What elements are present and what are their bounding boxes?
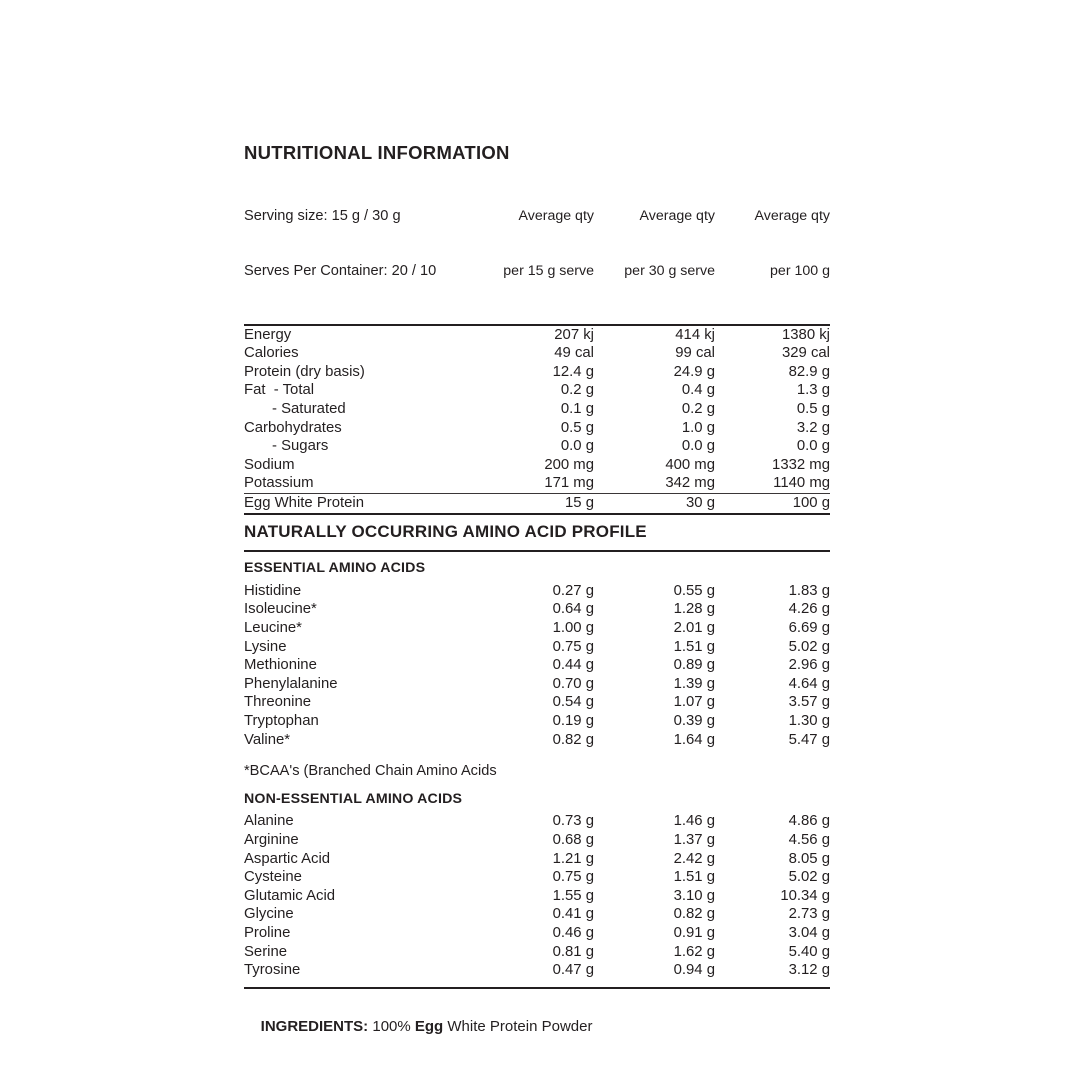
table-row bbox=[244, 456, 830, 475]
ingredients-bold-word: Egg bbox=[414, 1017, 444, 1035]
column-headers bbox=[474, 170, 830, 317]
essential-amino-acids-table bbox=[244, 582, 830, 749]
row-value-15g: 1.55 g bbox=[552, 887, 594, 904]
row-value-30g: 99 cal bbox=[675, 345, 715, 362]
row-value-30g: 1.07 g bbox=[673, 694, 715, 711]
row-value-30g: 1.62 g bbox=[673, 943, 715, 960]
serving-details bbox=[244, 170, 436, 317]
row-value-100g: 0.0 g bbox=[796, 438, 830, 455]
row-value-15g: 0.81 g bbox=[552, 943, 594, 960]
row-label: Glycine bbox=[244, 906, 294, 923]
row-value-15g: 1.21 g bbox=[552, 850, 594, 867]
non-essential-amino-acids-body bbox=[244, 812, 830, 979]
row-value-100g: 4.86 g bbox=[788, 813, 830, 830]
protein-row-value-15g: 15 g bbox=[565, 494, 594, 511]
table-row bbox=[244, 731, 830, 750]
row-value-15g: 0.1 g bbox=[560, 400, 594, 417]
row-value-30g: 0.55 g bbox=[673, 582, 715, 599]
row-value-100g: 5.47 g bbox=[788, 731, 830, 748]
row-value-15g: 0.47 g bbox=[552, 962, 594, 979]
table-row bbox=[244, 474, 830, 493]
column-header-15g-line1: Average qty bbox=[518, 208, 594, 225]
row-value-30g: 0.82 g bbox=[673, 906, 715, 923]
row-value-100g: 5.02 g bbox=[788, 638, 830, 655]
ingredients-line bbox=[244, 989, 830, 1055]
table-row bbox=[244, 812, 830, 831]
row-label: Calories bbox=[244, 345, 299, 362]
row-label: Arginine bbox=[244, 831, 299, 848]
row-value-30g: 0.0 g bbox=[681, 438, 715, 455]
row-value-15g: 49 cal bbox=[554, 345, 594, 362]
serving-header bbox=[244, 170, 830, 323]
row-value-30g: 414 kj bbox=[675, 326, 715, 343]
row-value-15g: 0.75 g bbox=[552, 638, 594, 655]
row-value-30g: 342 mg bbox=[665, 475, 715, 492]
row-value-30g: 400 mg bbox=[665, 456, 715, 473]
non-essential-amino-acids-title: NON-ESSENTIAL AMINO ACIDS bbox=[244, 790, 463, 807]
table-row bbox=[244, 712, 830, 731]
row-value-15g: 0.27 g bbox=[552, 582, 594, 599]
row-value-30g: 0.91 g bbox=[673, 924, 715, 941]
nutrition-table bbox=[244, 326, 830, 493]
row-value-100g: 1140 mg bbox=[773, 475, 830, 492]
row-label: Fat - Total bbox=[244, 382, 315, 399]
row-label: Phenylalanine bbox=[244, 675, 338, 692]
row-value-30g: 1.46 g bbox=[673, 813, 715, 830]
row-value-30g: 1.28 g bbox=[673, 601, 715, 618]
page-title: NUTRITIONAL INFORMATION bbox=[244, 142, 510, 163]
row-value-100g: 8.05 g bbox=[788, 850, 830, 867]
row-value-30g: 0.89 g bbox=[673, 657, 715, 674]
row-value-100g: 5.40 g bbox=[788, 943, 830, 960]
row-value-30g: 0.39 g bbox=[673, 712, 715, 729]
table-row bbox=[244, 943, 830, 962]
row-value-100g: 3.12 g bbox=[788, 962, 830, 979]
row-label: Threonine bbox=[244, 694, 312, 711]
table-row bbox=[244, 961, 830, 980]
row-value-30g: 1.37 g bbox=[673, 831, 715, 848]
table-row bbox=[244, 675, 830, 694]
row-value-30g: 2.42 g bbox=[673, 850, 715, 867]
table-row bbox=[244, 619, 830, 638]
column-header-15g-line2: per 15 g serve bbox=[503, 263, 594, 280]
table-row bbox=[244, 693, 830, 712]
table-row bbox=[244, 887, 830, 906]
row-value-15g: 200 mg bbox=[544, 456, 594, 473]
row-value-100g: 82.9 g bbox=[788, 363, 830, 380]
amino-acid-section-title: NATURALLY OCCURRING AMINO ACID PROFILE bbox=[244, 521, 647, 541]
row-label: Potassium bbox=[244, 475, 314, 492]
essential-amino-acids-body bbox=[244, 582, 830, 749]
table-row bbox=[244, 344, 830, 363]
row-label: - Sugars bbox=[272, 438, 329, 455]
row-value-100g: 1.3 g bbox=[796, 382, 830, 399]
row-value-100g: 6.69 g bbox=[788, 620, 830, 637]
table-row bbox=[244, 656, 830, 675]
row-value-100g: 0.5 g bbox=[796, 400, 830, 417]
row-value-15g: 0.19 g bbox=[552, 712, 594, 729]
row-value-100g: 5.02 g bbox=[788, 869, 830, 886]
row-label: Carbohydrates bbox=[244, 419, 342, 436]
row-value-15g: 0.82 g bbox=[552, 731, 594, 748]
ingredients-label: INGREDIENTS: bbox=[260, 1017, 369, 1035]
row-value-15g: 0.73 g bbox=[552, 813, 594, 830]
row-value-30g: 1.39 g bbox=[673, 675, 715, 692]
row-label: Histidine bbox=[244, 582, 302, 599]
table-row bbox=[244, 638, 830, 657]
row-value-30g: 24.9 g bbox=[673, 363, 715, 380]
row-value-15g: 0.68 g bbox=[552, 831, 594, 848]
row-value-15g: 0.41 g bbox=[552, 906, 594, 923]
nutrition-panel bbox=[244, 143, 830, 1055]
row-value-15g: 0.75 g bbox=[552, 869, 594, 886]
serves-per-container: Serves Per Container: 20 / 10 bbox=[244, 263, 437, 280]
column-header-100g bbox=[715, 170, 830, 317]
row-label: Lysine bbox=[244, 638, 287, 655]
row-value-100g: 3.57 g bbox=[788, 694, 830, 711]
row-value-15g: 0.5 g bbox=[560, 419, 594, 436]
protein-summary-table bbox=[244, 494, 830, 513]
row-value-30g: 1.51 g bbox=[673, 869, 715, 886]
row-value-100g: 1380 kj bbox=[781, 326, 830, 343]
row-value-15g: 0.0 g bbox=[560, 438, 594, 455]
row-value-30g: 3.10 g bbox=[673, 887, 715, 904]
essential-amino-acids-title: ESSENTIAL AMINO ACIDS bbox=[244, 560, 426, 577]
row-label: Leucine* bbox=[244, 620, 302, 637]
column-header-15g bbox=[474, 170, 594, 317]
row-label: Methionine bbox=[244, 657, 317, 674]
row-value-100g: 2.96 g bbox=[788, 657, 830, 674]
row-label: Tyrosine bbox=[244, 962, 301, 979]
column-header-30g-line1: Average qty bbox=[639, 208, 715, 225]
column-header-100g-line1: Average qty bbox=[754, 208, 830, 225]
nutrition-table-body bbox=[244, 326, 830, 493]
row-label: Valine* bbox=[244, 731, 291, 748]
column-header-100g-line2: per 100 g bbox=[770, 263, 830, 280]
row-value-30g: 1.51 g bbox=[673, 638, 715, 655]
row-label: Isoleucine* bbox=[244, 601, 317, 618]
row-label: Energy bbox=[244, 326, 292, 343]
table-row bbox=[244, 363, 830, 382]
ingredients-prefix: 100% bbox=[368, 1017, 415, 1035]
row-value-100g: 1.30 g bbox=[788, 712, 830, 729]
row-label: Sodium bbox=[244, 456, 295, 473]
row-value-100g: 2.73 g bbox=[788, 906, 830, 923]
table-row bbox=[244, 381, 830, 400]
row-value-15g: 12.4 g bbox=[552, 363, 594, 380]
row-label: Cysteine bbox=[244, 869, 302, 886]
table-row bbox=[244, 582, 830, 601]
row-value-30g: 1.0 g bbox=[681, 419, 715, 436]
row-value-100g: 4.26 g bbox=[788, 601, 830, 618]
row-label: Protein (dry basis) bbox=[244, 363, 365, 380]
row-value-100g: 329 cal bbox=[781, 345, 830, 362]
row-label: Tryptophan bbox=[244, 712, 319, 729]
table-row bbox=[244, 419, 830, 438]
table-row bbox=[244, 400, 830, 419]
row-value-15g: 0.64 g bbox=[552, 601, 594, 618]
row-value-15g: 1.00 g bbox=[552, 620, 594, 637]
table-row bbox=[244, 850, 830, 869]
row-value-100g: 4.56 g bbox=[788, 831, 830, 848]
row-label: Proline bbox=[244, 924, 291, 941]
row-value-30g: 0.94 g bbox=[673, 962, 715, 979]
row-value-30g: 1.64 g bbox=[673, 731, 715, 748]
table-row bbox=[244, 437, 830, 456]
row-label: Glutamic Acid bbox=[244, 887, 336, 904]
row-label: Serine bbox=[244, 943, 288, 960]
row-value-15g: 0.44 g bbox=[552, 657, 594, 674]
protein-row-value-30g: 30 g bbox=[686, 494, 715, 511]
row-value-100g: 1.83 g bbox=[788, 582, 830, 599]
protein-row-label: Egg White Protein bbox=[244, 494, 365, 511]
row-value-15g: 0.54 g bbox=[552, 694, 594, 711]
table-row bbox=[244, 600, 830, 619]
ingredients-suffix: White Protein Powder bbox=[443, 1017, 593, 1035]
table-row bbox=[244, 905, 830, 924]
row-value-15g: 0.46 g bbox=[552, 924, 594, 941]
row-value-15g: 0.70 g bbox=[552, 675, 594, 692]
row-value-100g: 4.64 g bbox=[788, 675, 830, 692]
serving-size: Serving size: 15 g / 30 g bbox=[244, 208, 401, 225]
row-value-100g: 10.34 g bbox=[780, 887, 830, 904]
table-row bbox=[244, 494, 830, 513]
row-value-15g: 207 kj bbox=[554, 326, 594, 343]
row-label: Aspartic Acid bbox=[244, 850, 331, 867]
protein-row-value-100g: 100 g bbox=[792, 494, 830, 511]
non-essential-amino-acids-table bbox=[244, 812, 830, 979]
row-value-100g: 3.2 g bbox=[796, 419, 830, 436]
row-label: Alanine bbox=[244, 813, 294, 830]
row-value-100g: 1332 mg bbox=[772, 456, 830, 473]
row-label: - Saturated bbox=[272, 400, 346, 417]
column-header-30g bbox=[594, 170, 715, 317]
row-value-30g: 0.2 g bbox=[681, 400, 715, 417]
table-row bbox=[244, 924, 830, 943]
row-value-30g: 2.01 g bbox=[673, 620, 715, 637]
bcaa-footnote: *BCAA's (Branched Chain Amino Acids bbox=[244, 763, 497, 780]
table-row bbox=[244, 326, 830, 345]
table-row bbox=[244, 831, 830, 850]
column-header-30g-line2: per 30 g serve bbox=[624, 263, 715, 280]
row-value-30g: 0.4 g bbox=[681, 382, 715, 399]
row-value-15g: 171 mg bbox=[544, 475, 594, 492]
table-row bbox=[244, 868, 830, 887]
row-value-15g: 0.2 g bbox=[560, 382, 594, 399]
row-value-100g: 3.04 g bbox=[788, 924, 830, 941]
